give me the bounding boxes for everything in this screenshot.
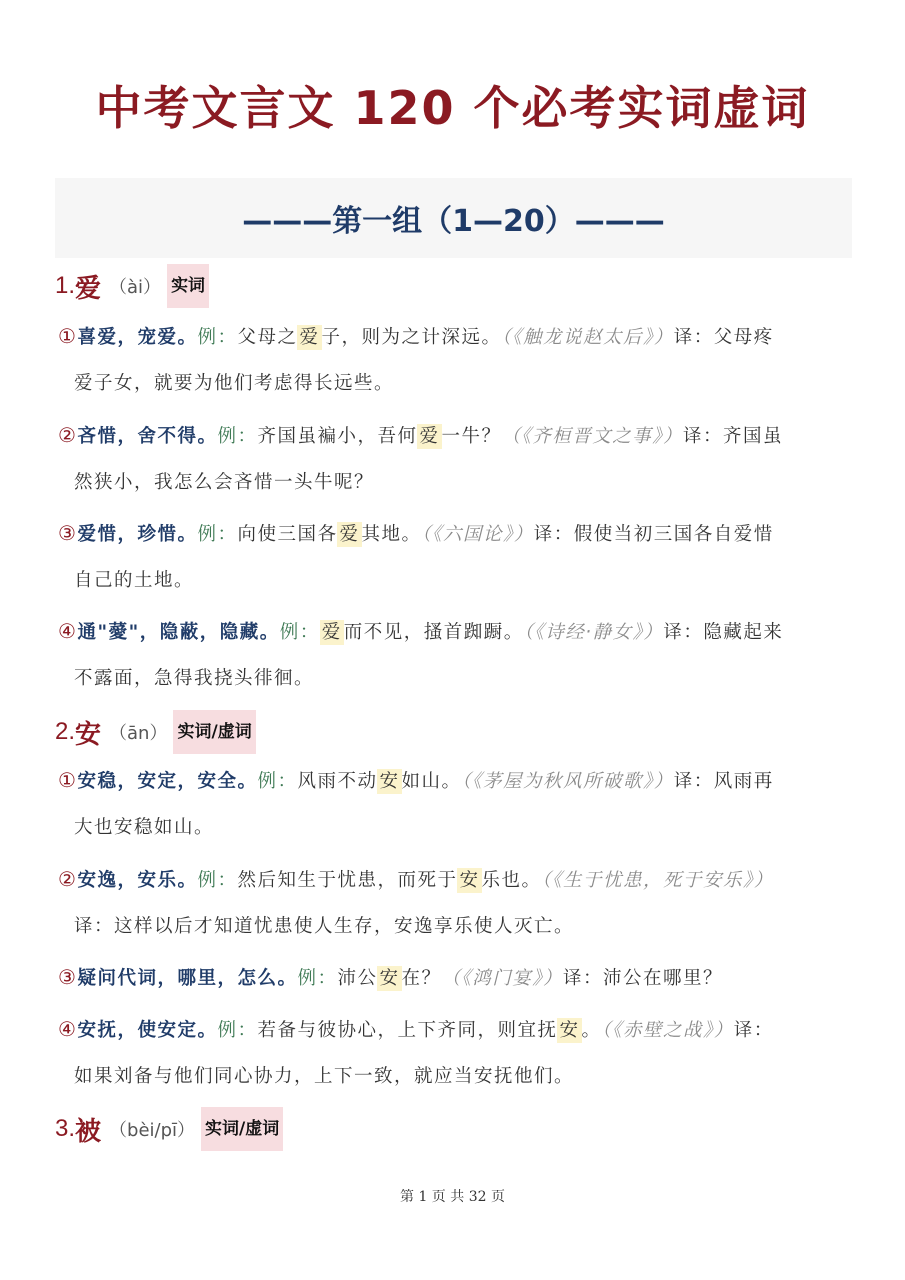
sense-item [58, 312, 853, 408]
sense-meaning: 吝惜，舍不得。 [77, 426, 218, 447]
sense-item [58, 607, 853, 703]
sense-item [58, 756, 853, 852]
sense-meaning: 疑问代词，哪里，怎么。 [77, 968, 298, 989]
sense-number: ③ [58, 965, 78, 989]
entry-pinyin: （bèi/pī） [109, 1120, 196, 1141]
sense-number: ① [58, 324, 78, 348]
translation-text: 父母疼 [713, 327, 774, 348]
sense-meaning: 安抚，使安定。 [77, 1020, 218, 1041]
sense-item [58, 1005, 853, 1101]
sense-number: ④ [58, 1017, 78, 1041]
translation-text: 隐藏起来 [703, 622, 784, 643]
word-type-tag: 实词/虚词 [201, 1107, 283, 1151]
highlighted-word: 爱 [321, 622, 342, 643]
example-label: 例： [217, 426, 258, 447]
example-text: 若备与彼协心，上下齐同，则宜抚 [257, 1020, 558, 1041]
source-citation: （《诗经·静女》） [523, 622, 664, 643]
highlighted-word: 安 [559, 1020, 580, 1041]
translation-label: 译： [733, 1020, 774, 1041]
example-text: 如山。 [401, 771, 462, 792]
sense-meaning: 通"薆"，隐蔽，隐藏。 [77, 622, 280, 643]
entry-heading [55, 264, 209, 308]
example-text: 乐也。 [481, 870, 542, 891]
word-type-tag: 实词/虚词 [173, 710, 255, 754]
entry-pinyin: （ān） [109, 723, 168, 744]
example-text: 然后知生于忧患，而死于 [237, 870, 458, 891]
entry-word: 爱 [75, 273, 102, 304]
highlighted-word: 安 [459, 870, 480, 891]
translation-label: 译： [563, 968, 604, 989]
highlighted-word: 安 [379, 968, 400, 989]
sense-number: ② [58, 423, 78, 447]
translation-text: 齐国虽 [723, 426, 784, 447]
source-citation: （《齐桓晋文之事》） [501, 426, 684, 447]
translation-text: 大也安稳如山。 [74, 817, 215, 838]
translation-text: 译：这样以后才知道忧患使人生存，安逸享乐使人灭亡。 [74, 916, 575, 937]
highlighted-word: 爱 [299, 327, 320, 348]
example-text: 父母之 [237, 327, 298, 348]
example-text: 子，则为之计深远。 [321, 327, 502, 348]
translation-label: 译： [673, 771, 714, 792]
sense-number: ③ [58, 521, 78, 545]
group-title: ———第一组（1—20）——— [242, 204, 665, 239]
translation-text: 沛公在哪里？ [603, 968, 724, 989]
example-text: 在？ [401, 968, 442, 989]
sense-meaning: 喜爱，宠爱。 [77, 327, 198, 348]
translation-label: 译： [663, 622, 704, 643]
source-citation: （《六国论》） [421, 524, 534, 545]
sense-meaning: 安稳，安定，安全。 [77, 771, 258, 792]
example-label: 例： [297, 968, 338, 989]
example-label: 例： [197, 524, 238, 545]
example-text: 一牛？ [441, 426, 502, 447]
entry-word: 安 [75, 719, 102, 750]
translation-text: 如果刘备与他们同心协力，上下一致，就应当安抚他们。 [74, 1066, 575, 1087]
example-text: 而不见，搔首踟蹰。 [343, 622, 524, 643]
example-text: 。 [581, 1020, 602, 1041]
translation-text: 然狭小，我怎么会吝惜一头牛呢？ [74, 472, 375, 493]
group-banner [55, 178, 852, 258]
source-citation: （《生于忧患，死于安乐》） [541, 870, 774, 891]
example-label: 例： [197, 870, 238, 891]
example-text: 风雨不动 [297, 771, 378, 792]
sense-meaning: 爱惜，珍惜。 [77, 524, 198, 545]
translation-text: 假使当初三国各自爱惜 [573, 524, 774, 545]
sense-number: ④ [58, 619, 78, 643]
sense-item [58, 411, 853, 507]
translation-label: 译： [533, 524, 574, 545]
translation-label: 译： [673, 327, 714, 348]
example-text: 沛公 [337, 968, 378, 989]
example-label: 例： [197, 327, 238, 348]
sense-item [58, 509, 853, 605]
page-footer: 第 1 页 共 32 页 [400, 1189, 505, 1205]
example-label: 例： [217, 1020, 258, 1041]
source-citation: （《赤壁之战》） [601, 1020, 734, 1041]
sense-meaning: 安逸，安乐。 [77, 870, 198, 891]
page-title: 中考文言文 120 个必考实词虚词 [95, 81, 810, 135]
word-type-tag: 实词 [167, 264, 209, 308]
sense-item [58, 953, 853, 1001]
highlighted-word: 爱 [339, 524, 360, 545]
source-citation: （《茅屋为秋风所破歌》） [461, 771, 674, 792]
sense-number: ① [58, 768, 78, 792]
entry-pinyin: （ài） [109, 277, 162, 298]
example-label: 例： [279, 622, 320, 643]
translation-text: 风雨再 [713, 771, 774, 792]
entry-number: 2. [55, 718, 76, 745]
example-label: 例： [257, 771, 298, 792]
example-text: 向使三国各 [237, 524, 338, 545]
sense-number: ② [58, 867, 78, 891]
translation-label: 译： [683, 426, 724, 447]
sense-item [58, 855, 853, 951]
translation-text: 不露面，急得我挠头徘徊。 [74, 668, 315, 689]
highlighted-word: 安 [379, 771, 400, 792]
entry-heading [55, 710, 256, 754]
source-citation: （《触龙说赵太后》） [501, 327, 674, 348]
example-text: 齐国虽褊小，吾何 [257, 426, 418, 447]
highlighted-word: 爱 [419, 426, 440, 447]
entry-word: 被 [75, 1116, 102, 1147]
entry-heading [55, 1107, 283, 1151]
entry-number: 3. [55, 1115, 76, 1142]
entry-number: 1. [55, 272, 76, 299]
translation-text: 爱子女，就要为他们考虑得长远些。 [74, 373, 395, 394]
source-citation: （《鸿门宴》） [441, 968, 564, 989]
translation-text: 自己的土地。 [74, 570, 195, 591]
example-text: 其地。 [361, 524, 422, 545]
